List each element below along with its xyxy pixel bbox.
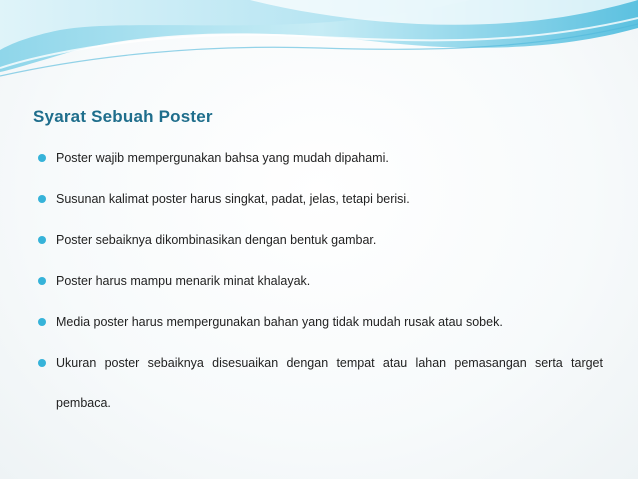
bullet-text: Poster wajib mempergunakan bahsa yang mudah dipahami. — [56, 151, 389, 165]
bullet-dot-icon — [38, 236, 46, 244]
list-item — [38, 343, 603, 423]
bullet-text: Poster harus mampu menarik minat khalayak. — [56, 274, 311, 288]
bullet-dot-icon — [38, 195, 46, 203]
bullet-text: Media poster harus mempergunakan bahan yang tidak mudah rusak atau sobek. — [56, 315, 503, 329]
list-item — [38, 271, 603, 291]
list-item — [38, 230, 603, 250]
bullet-dot-icon — [38, 359, 46, 367]
bullet-text: Poster sebaiknya dikombinasikan dengan bentuk gambar. — [56, 233, 377, 247]
header-wave-decoration — [0, 0, 638, 80]
list-item — [38, 189, 603, 209]
bullet-dot-icon — [38, 154, 46, 162]
bullet-text: Ukuran poster sebaiknya disesuaikan dengan tempat atau lahan pemasangan serta target pembaca. — [56, 356, 603, 410]
bullet-dot-icon — [38, 277, 46, 285]
list-item — [38, 148, 603, 168]
slide-title: Syarat Sebuah Poster — [33, 107, 213, 126]
bullet-text: Susunan kalimat poster harus singkat, padat, jelas, tetapi berisi. — [56, 192, 410, 206]
bullet-dot-icon — [38, 318, 46, 326]
list-item — [38, 312, 603, 332]
bullet-list — [38, 148, 603, 444]
